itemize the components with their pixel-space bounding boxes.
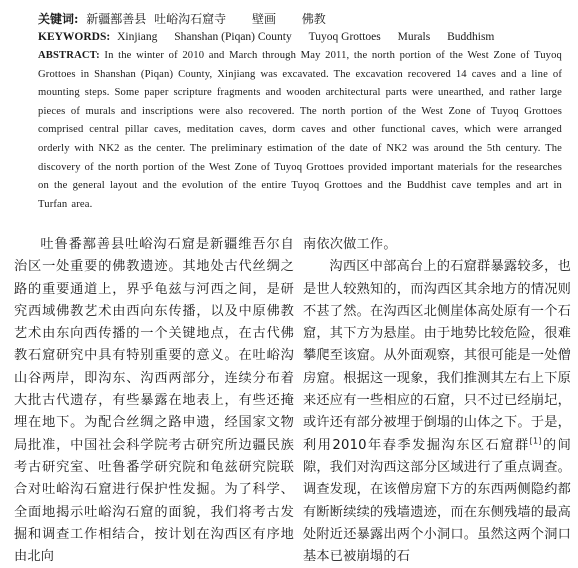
body-paragraph: 吐鲁番鄯善县吐峪沟石窟是新疆维吾尔自治区一处重要的佛教遗迹。其地处古代丝绸之路的重要通道上，界乎龟兹与河西之间，是研究西域佛教艺术由西向东传播，以及中原佛教艺术由东向西传播的一个关键地点，在古代佛教石窟研究中具有特别重要的意义。在吐峪沟山谷两岸，即沟东、沟西两部分，连续分布着大批古代遗存，有些暴露在地表上，有些还掩埋在地下。为配合丝绸之路申遗，经国家文物局批准，中国社会科学院考古研究所边疆民族考古研究室、吐鲁番学研究院和龟兹研究院联合对吐峪沟石窟进行保护性发掘。为了科学、全面地揭示吐峪沟石窟的面貌，我们将考古发掘和调查工作相结合，按计划在沟西区有序地由北向 <box>14 237 294 565</box>
keywords-en-label: KEYWORDS: <box>38 31 111 43</box>
keyword-en-term: Tuyoq Grottoes <box>308 31 381 43</box>
keyword-en-term: Xinjiang <box>117 31 158 43</box>
keyword-cn-term: 壁画 <box>251 12 276 26</box>
keywords-en <box>38 30 494 44</box>
keyword-cn-term: 新疆鄯善县 <box>86 12 147 26</box>
abstract <box>38 47 562 214</box>
keyword-en-term: Shanshan (Piqan) County <box>174 31 292 43</box>
keyword-en-term: Murals <box>397 31 431 43</box>
keywords-cn <box>38 12 326 26</box>
citation-ref[interactable]: [1] <box>529 436 542 446</box>
keyword-en-term: Buddhism <box>447 31 495 43</box>
keyword-cn-term: 佛教 <box>301 12 326 26</box>
abstract-text: In the winter of 2010 and March through May 2011, the north portion of the West Zone of Tuyoq Grottoes in Shanshan (Piqan) County, Xinjiang was excavated. The excavation recovered 14 caves and a line of mounting steps. Some paper scripture fragments and wooden architectural parts were unearthed, and rather large pieces of murals and inscriptions were also recovered. The north portion of the West Zone of Tuyoq Grottoes comprised central pillar caves, meditation caves, dorm caves and other functional caves, which were arranged orderly with NK2 as the center. The preliminary estimation of the date of NK2 was around the 5th century. The discovery of the north portion of the West Zone of Tuyoq Grottoes provided important materials for the researches on the general layout and the evolution of the entire Tuyoq Grottoes and the Buddhist cave temples and art in Turfan area. <box>38 50 562 210</box>
keyword-cn-term: 吐峪沟石窟寺 <box>154 12 227 26</box>
keywords-cn-label: 关键词: <box>38 12 79 26</box>
abstract-label: ABSTRACT: <box>38 50 100 61</box>
body-column-left <box>14 234 294 568</box>
body-text: 的间隙，我们对沟西这部分区域进行了重点调查。调查发现，在该僧房窟下方的东西两侧隐约都有断断续续的残墙遗迹，而在东侧残墙的最高处附近还暴露出两个小洞口。虽然这两个洞口基本已被崩塌的石 <box>303 437 571 565</box>
body-text: 沟西区中部高台上的石窟群暴露较多，也是世人较熟知的，而沟西区其余地方的情况则不甚了然。在沟西区北侧崖体高处原有一个石窟，其下方为悬崖。由于地势比较危险，很难攀爬至该窟。从外面观察，其很可能是一处僧房窟。根据这一现象，我们推测其左右上下原来还应有一些相应的石窟，只不过已经崩圮，或许还有部分被埋于倒塌的山体之下。于是，利用2010年春季发掘沟东区石窟群 <box>303 259 571 453</box>
body-column-right <box>303 234 571 568</box>
body-paragraph <box>303 256 571 568</box>
body-paragraph-continued: 南依次做工作。 <box>303 237 397 252</box>
